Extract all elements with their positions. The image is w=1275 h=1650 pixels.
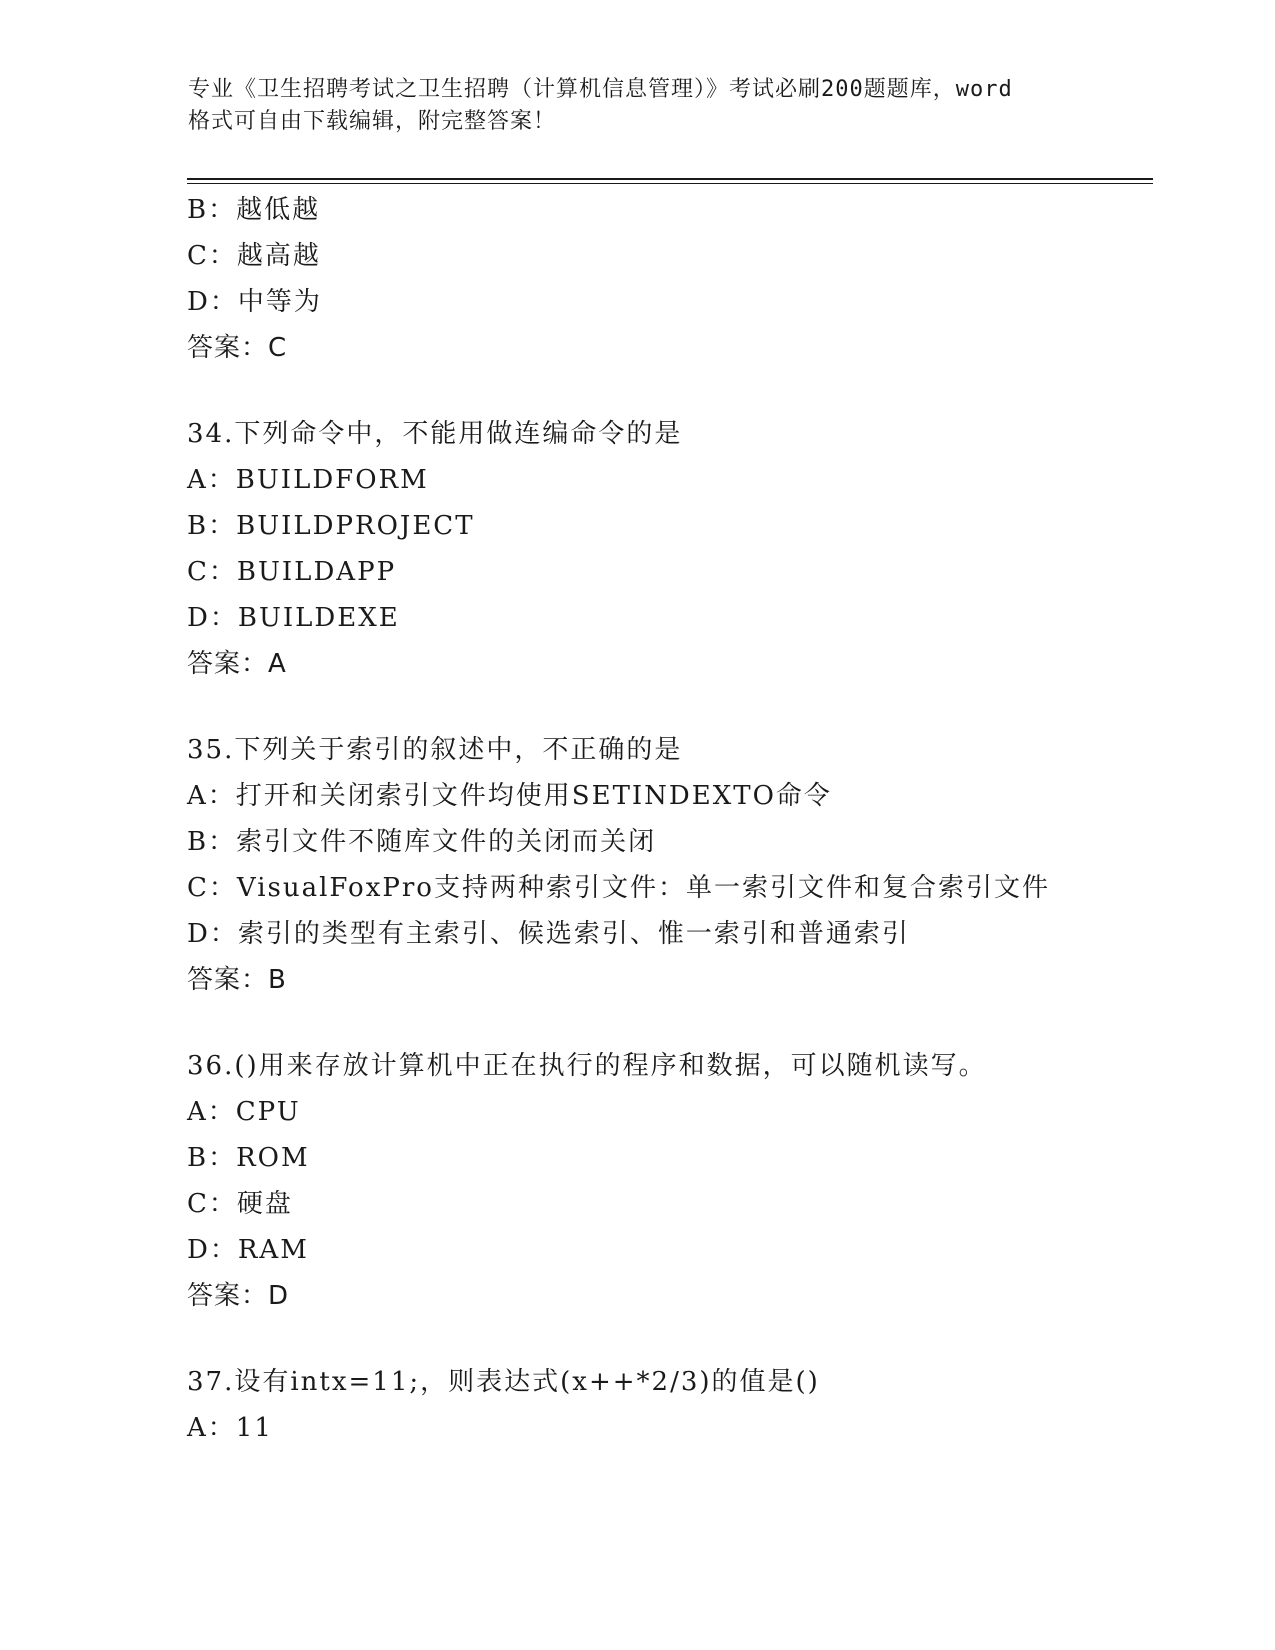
question-list <box>187 187 1147 1451</box>
option-d: D：索引的类型有主索引、候选索引、惟一索引和普通索引 <box>187 919 910 949</box>
question-34 <box>187 411 1147 687</box>
option-c: C：VisualFoxPro支持两种索引文件：单一索引文件和复合索引文件 <box>187 873 1050 903</box>
question-text: 37.设有intx=11;，则表达式(x++*2/3)的值是() <box>187 1367 820 1397</box>
document-header <box>188 74 1088 138</box>
question-33 <box>187 187 1147 371</box>
answer: 答案：A <box>187 649 287 679</box>
answer: 答案：D <box>187 1281 290 1311</box>
answer: 答案：B <box>187 965 287 995</box>
header-rule-thick <box>187 178 1153 180</box>
answer: 答案：C <box>187 333 288 363</box>
question-37 <box>187 1359 1147 1451</box>
question-text: 35.下列关于索引的叙述中，不正确的是 <box>187 735 683 765</box>
option-d: D：中等为 <box>187 287 322 317</box>
option-a: A：11 <box>187 1413 273 1443</box>
option-d: D：RAM <box>187 1235 309 1265</box>
option-d: D：BUILDEXE <box>187 603 400 633</box>
question-35 <box>187 727 1147 1003</box>
option-c: C：BUILDAPP <box>187 557 397 587</box>
option-b: B：索引文件不随库文件的关闭而关闭 <box>187 827 657 857</box>
question-text: 36.()用来存放计算机中正在执行的程序和数据，可以随机读写。 <box>187 1051 987 1081</box>
option-a: A：打开和关闭索引文件均使用SETINDEXTO命令 <box>187 781 832 811</box>
option-a: A：BUILDFORM <box>187 465 429 495</box>
option-b: B：ROM <box>187 1143 310 1173</box>
option-c: C：硬盘 <box>187 1189 293 1219</box>
header-rule-thin <box>187 183 1153 184</box>
question-text: 34.下列命令中，不能用做连编命令的是 <box>187 419 683 449</box>
option-a: A：CPU <box>187 1097 301 1127</box>
option-b: B：越低越 <box>187 195 321 225</box>
option-b: B：BUILDPROJECT <box>187 511 475 541</box>
header-line-1: 专业《卫生招聘考试之卫生招聘（计算机信息管理）》考试必刷200题题库，word <box>188 77 1013 102</box>
header-line-2: 格式可自由下载编辑，附完整答案！ <box>188 109 557 134</box>
option-c: C：越高越 <box>187 241 321 271</box>
question-36 <box>187 1043 1147 1319</box>
